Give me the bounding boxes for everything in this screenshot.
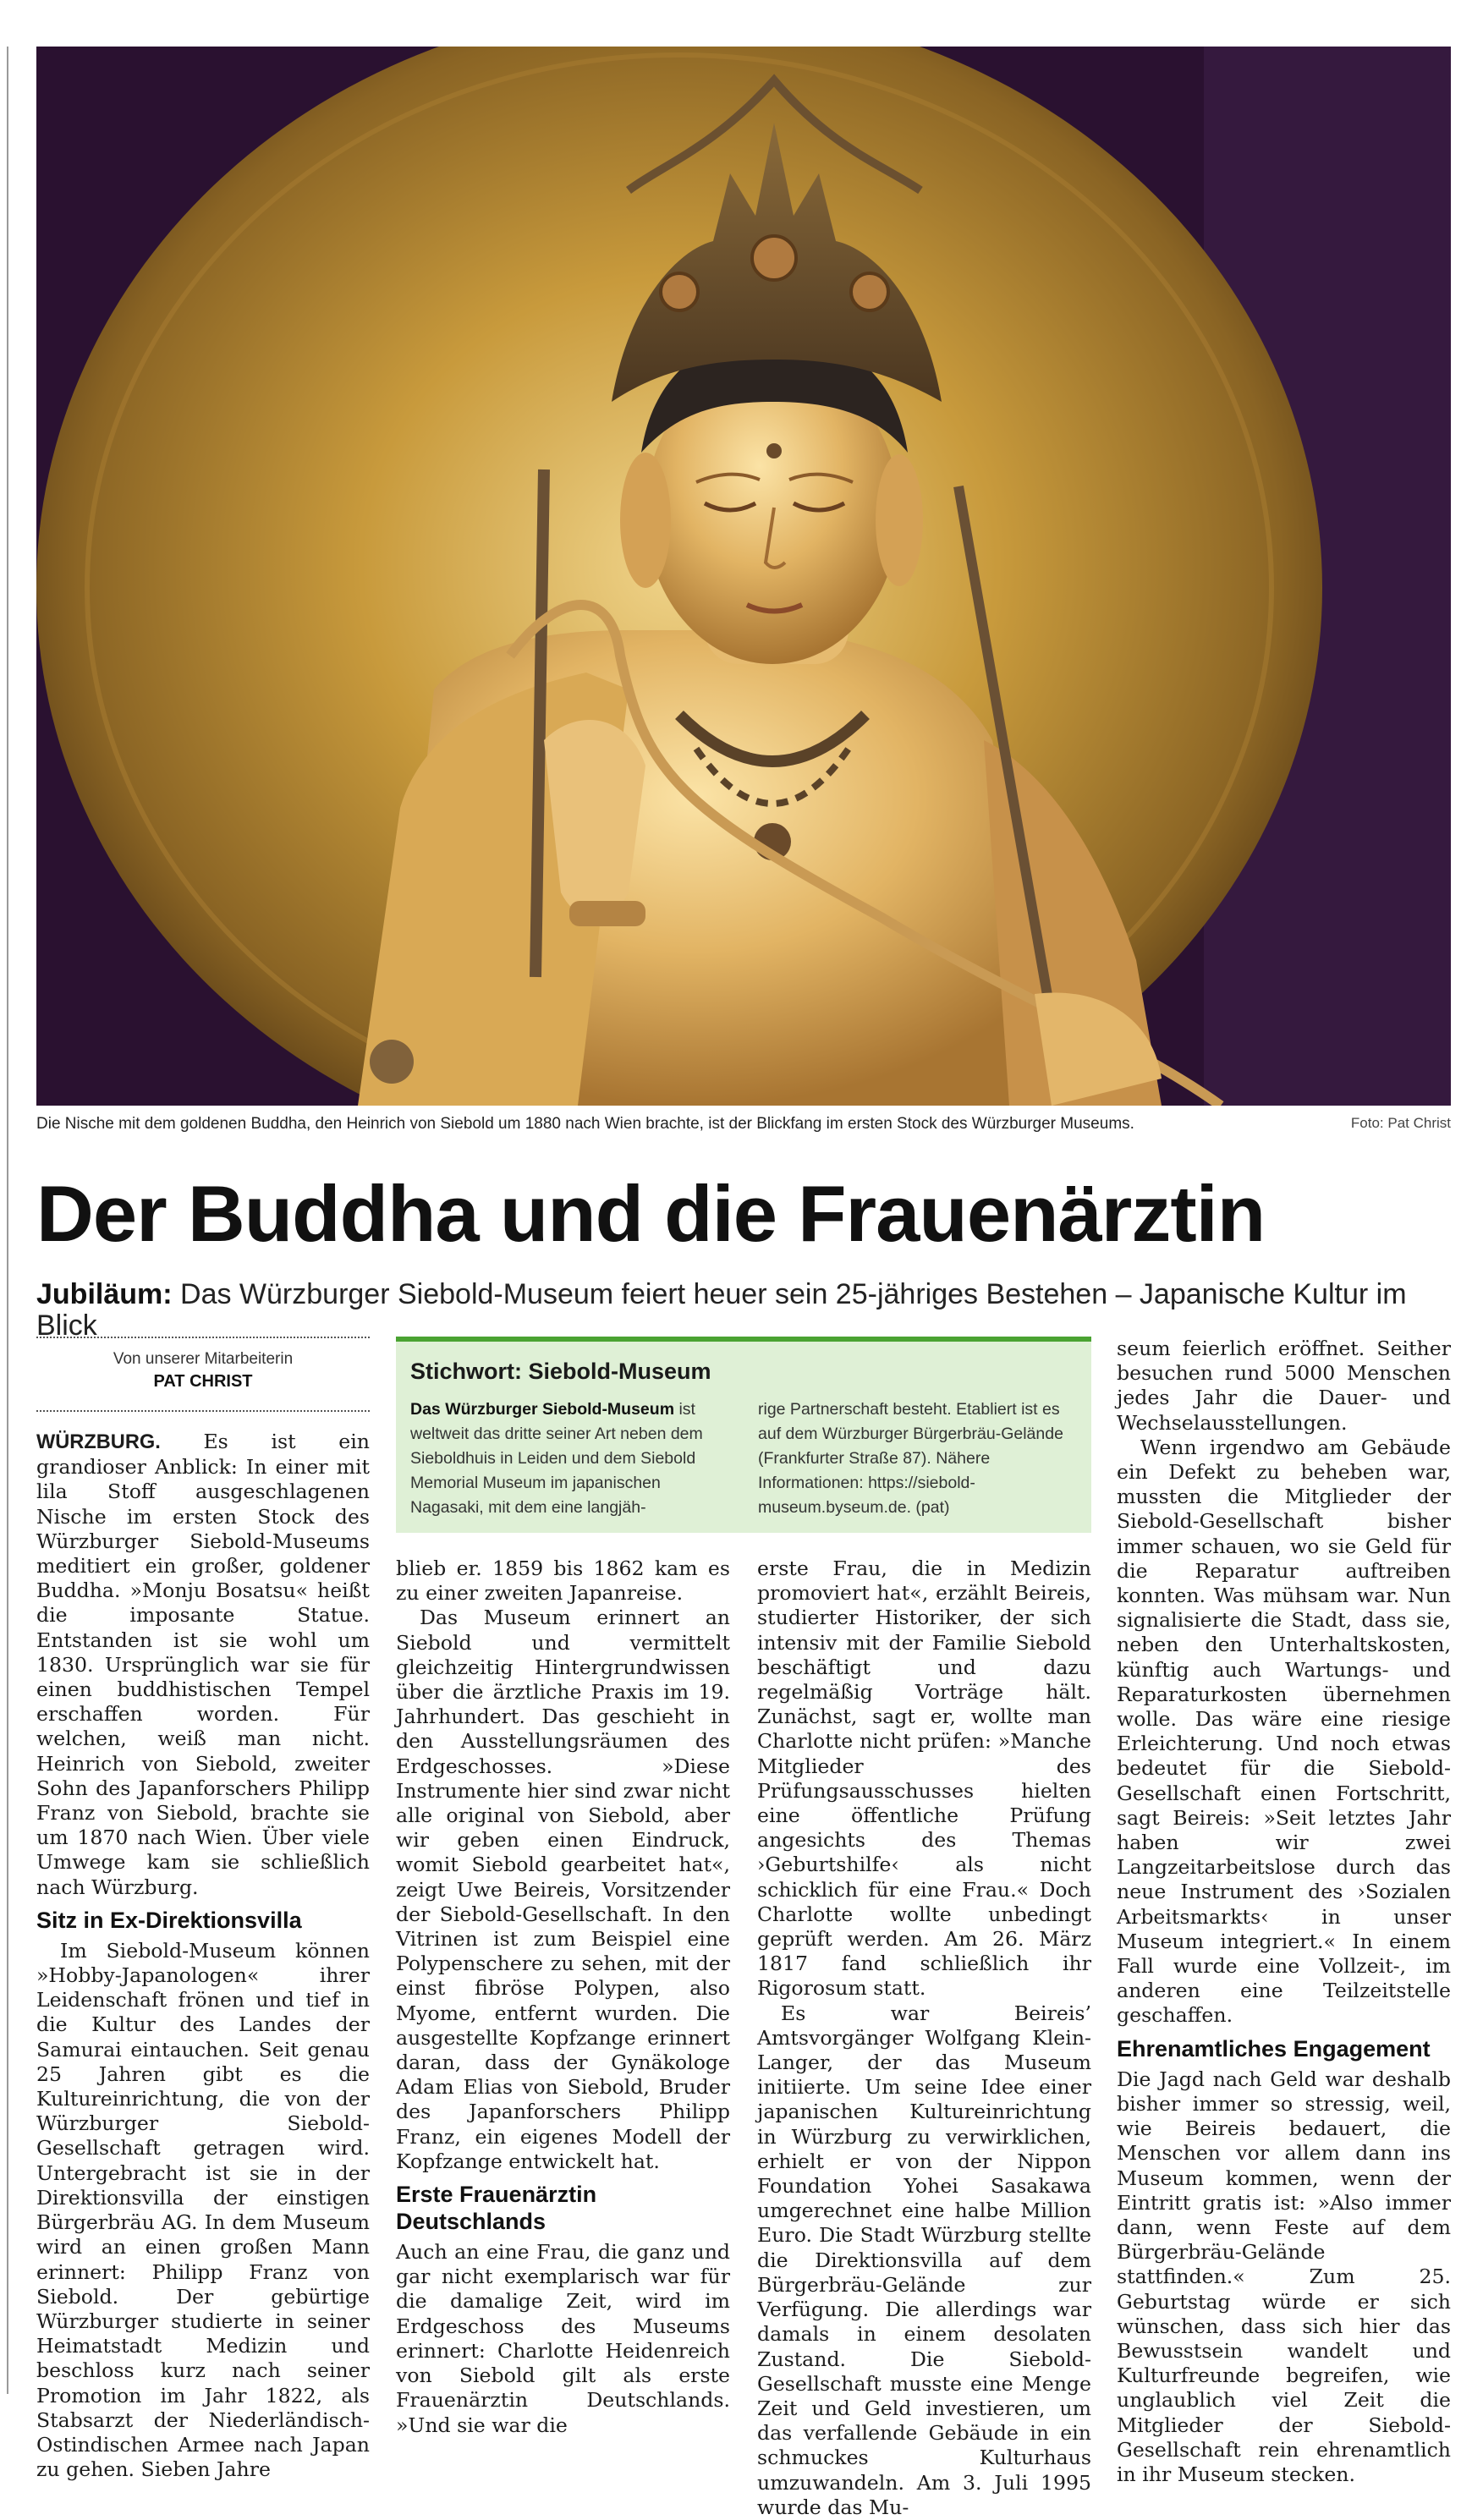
paragraph: Wenn irgendwo am Gebäude ein Defekt zu beheben war, mussten die Mitglieder der Siebold-Gesellschaft bisher immer schauen, wo sie Geld für die Reparatur auftreiben konnten. Was mühsam war. Nun signalisierte die Stadt, dass sie, neben den Unterhaltskosten, künftig auch Wartungs- und Reparaturkosten übernehmen wolle. Das wäre eine riesige Erleichterung. Und noch etwas bedeutet für die Siebold-Gesellschaft einen Fortschritt, sagt Beireis: »Seit letztes Jahr haben wir zwei Langzeitarbeitslose durch das neue Instrument des ›Sozialen Arbeitsmarkts‹ in unser Museum integriert.« In einem Fall wurde eine Vollzeit-, im anderen eine Teilzeitstelle geschaffen. xyxy=(1117,1435,1451,2028)
subhead-text: Das Würzburger Siebold-Museum feiert heuer sein 25-jähriges Bestehen – Japanische Kultur im Blick xyxy=(36,1278,1407,1342)
photo-caption-text: Die Nische mit dem goldenen Buddha, den Heinrich von Siebold um 1880 nach Wien brachte, ist der Blickfang im ersten Stock des Würzburger Museums. xyxy=(36,1115,1134,1133)
headline: Der Buddha und die Frauenärztin xyxy=(36,1169,1266,1258)
dateline: WÜRZBURG. xyxy=(36,1431,161,1453)
paragraph: Es war Beireis’ Amtsvorgänger Wolfgang Klein-Langer, der das Museum initiierte. Um seine Idee einer japanischen Kultureinrichtung in Würzburg zu verwirklichen, erhielt er von der Nippon Foundation Yohei Sasakawa umgerechnet eine halbe Million Euro. Die Stadt Würzburg stellte die Direktionsvilla auf dem Bürgerbräu-Gelände zur Verfügung. Die allerdings war damals in einem desolaten Zustand. Die Siebold-Gesellschaft musste eine Menge Zeit und Geld investieren, um das verfallende Gebäude in ein schmuckes Kulturhaus umzuwandeln. Am 3. Juli 1995 wurde das Mu- xyxy=(757,2001,1091,2519)
paragraph: Das Museum erinnert an Siebold und vermittelt gleichzeitig Hintergrundwissen über die ärztliche Praxis im 19. Jahrhundert. Das geschieht in den Ausstellungsräumen des Erdgeschosses. »Diese Instrumente hier sind zwar nicht alle original von Siebold, aber wir geben einen Eindruck, womit Siebold gearbeitet hat«, zeigt Uwe Beireis, Vorsitzender der Siebold-Gesellschaft. In den Vitrinen ist zum Beispiel eine Polypenschere zu sehen, mit der einst fibröse Polypen, also Myome, entfernt wurden. Die ausgestellte Kopfzange erinnert daran, dass der Gynäkologe Adam Elias von Siebold, Bruder des Japanforschers Philipp Franz, ein eigenes Modell der Kopfzange entwickelt hat. xyxy=(396,1606,730,2173)
subheading: Ehrenamtliches Engagement xyxy=(1117,2035,1431,2062)
paragraph xyxy=(36,1430,370,1900)
subhead xyxy=(36,1279,1451,1342)
paragraph: Im Siebold-Museum können »Hobby-Japanologen« ihrer Leidenschaft frönen und tief in die Kultur des Landes der Samurai eintauchen. Seit genau 25 Jahren gibt es die Kultureinrichtung, die von der Würzburger Siebold-Gesellschaft getragen wird. Untergebracht ist sie in der Direktionsvilla der einstigen Bürgerbräu AG. In dem Museum wird an einen großen Mann erinnert: Philipp Franz von Siebold. Der gebürtige Würzburger studierte in seiner Heimatstadt Medizin und beschloss kurz nach seiner Promotion im Jahr 1822, als Stabsarzt der Niederländisch-Ostindischen Armee nach Japan zu gehen. Sieben Jahre xyxy=(36,1938,370,2482)
subhead-kicker: Jubiläum: xyxy=(36,1278,173,1310)
author-byline: Von unserer Mitarbeiterin xyxy=(113,1350,294,1368)
author-box xyxy=(36,1337,370,1412)
paragraph: Die Jagd nach Geld war deshalb bisher immer so stressig, weil, wie Beireis bedauert, die Menschen vor allem dann ins Museum kommen, wenn der Eintritt gratis ist: »Also immer dann, wenn Feste auf dem Bürgerbräu-Gelände stattfinden.« Zum 25. Geburtstag würde er sich wünschen, dass sich hier das Bewusstsein wandelt und Kulturfreunde begreifen, wie unglaublich viel Zeit die Mitglieder der Siebold-Gesellschaft rein ehrenamtlich in ihr Museum stecken. xyxy=(1117,2067,1451,2486)
author-name: PAT CHRIST xyxy=(153,1372,253,1391)
photo-caption xyxy=(36,1115,1451,1140)
info-box-col1-text: ist weltweit das dritte seiner Art neben dem Sieboldhuis in Leiden und dem Siebold Memorial Museum im japanischen Nagasaki, mit dem eine langjäh- xyxy=(410,1400,703,1517)
paragraph: erste Frau, die in Medizin promoviert hat«, erzählt Beireis, studierter Historiker, der sich intensiv mit der Familie Siebold beschäftigt und dazu regelmäßig Vorträge hält. Zunächst, sagt er, wollte man Charlotte nicht prüfen: »Manche Mitglieder des Prüfungsausschusses hielten eine öffentliche Prüfung angesichts des Themas ›Geburtshilfe‹ als nicht schicklich für eine Frau.« Doch Charlotte wollte unbedingt geprüft werden. Am 26. März 1817 fand schließlich ihr Rigorosum statt. xyxy=(757,1556,1091,2001)
photo-credit: Foto: Pat Christ xyxy=(1350,1115,1451,1131)
subheading: Sitz in Ex-Direktionsvilla xyxy=(36,1907,302,1933)
buddha-photo xyxy=(36,47,1451,1106)
info-box-lead: Das Würzburger Siebold-Museum xyxy=(410,1400,675,1419)
paragraph: blieb er. 1859 bis 1862 kam es zu einer zweiten Japanreise. xyxy=(396,1556,730,1606)
paragraph-text: Es ist ein grandioser Anblick: In einer mit lila Stoff ausgeschlagenen Nische im ersten Stock des Würzburger Siebold-Museums meditiert ein großer, goldener Buddha. »Monju Bosatsu« heißt die imposante Statue. Entstanden ist sie wohl um 1830. Ursprünglich war sie für einen buddhistischen Tempel erschaffen worden. Für welchen, weiß man nicht. Heinrich von Siebold, zweiter Sohn des Japanforschers Philipp Franz von Siebold, brachte sie um 1870 nach Wien. Über viele Umwege kam sie schließlich nach Würzburg. xyxy=(36,1430,370,1899)
info-box-col1 xyxy=(410,1397,728,1520)
article-column-3 xyxy=(757,1556,1091,2520)
info-box xyxy=(396,1337,1091,1533)
paragraph: seum feierlich eröffnet. Seither besuchen rund 5000 Menschen jedes Jahr die Dauer- und Wechselausstellungen. xyxy=(1117,1337,1451,1435)
article-column-1 xyxy=(36,1430,370,2482)
article-column-2 xyxy=(396,1556,730,2438)
golden-buddha-illustration xyxy=(36,47,1451,1106)
info-box-col2: rige Partnerschaft besteht. Etabliert ist es auf dem Würzburger Bürgerbräu-Gelände (Frankfurter Straße 87). Nähere Informationen: https://siebold-museum.byseum.de. (pat) xyxy=(758,1400,1063,1517)
left-column-rule xyxy=(7,47,8,2394)
info-box-title: Stichwort: Siebold-Museum xyxy=(410,1359,711,1384)
paragraph: Auch an eine Frau, die ganz und gar nicht exemplarisch war für die damalige Zeit, wird im Erdgeschoss des Museums erinnert: Charlotte Heidenreich von Siebold gilt als erste Frauenärztin Deutschlands. »Und sie war die xyxy=(396,2240,730,2437)
subheading: Erste Frauenärztin Deutschlands xyxy=(396,2182,597,2235)
article-column-4 xyxy=(1117,1337,1451,2487)
